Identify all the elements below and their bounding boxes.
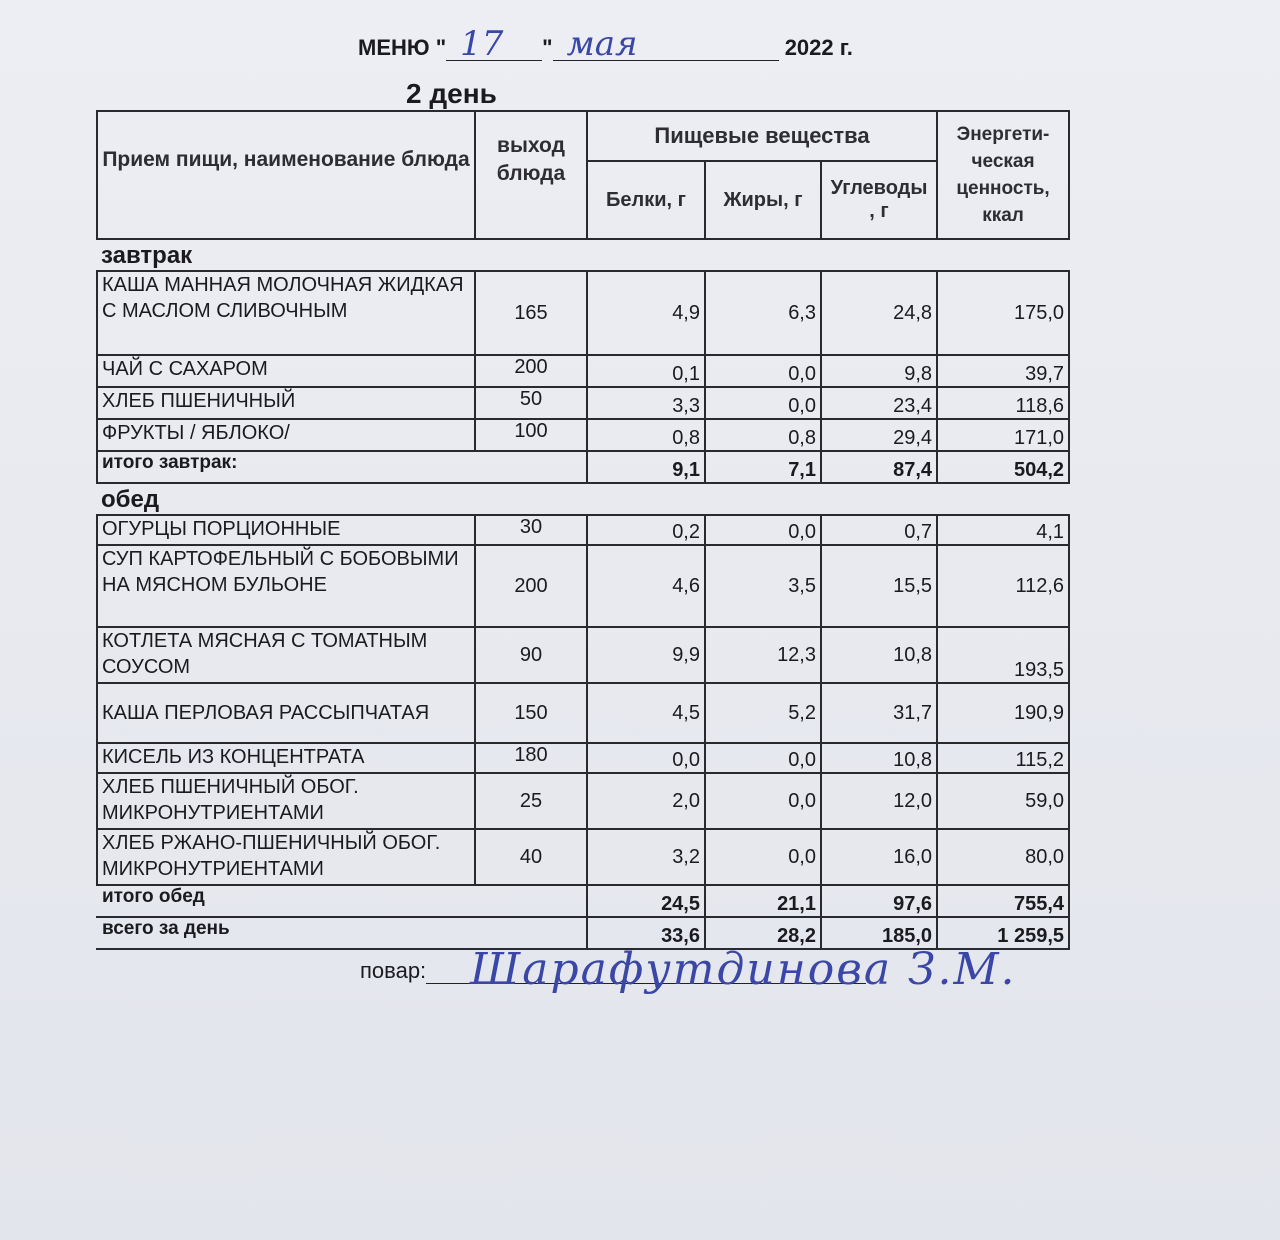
col-carbs-header: Углеводы , г xyxy=(821,161,937,239)
dish-output: 200 xyxy=(475,355,587,387)
dish-fat: 5,2 xyxy=(705,683,821,743)
dish-output: 165 xyxy=(475,271,587,355)
dish-output: 40 xyxy=(475,829,587,885)
dish-energy: 193,5 xyxy=(937,627,1069,683)
handwritten-day: 17 xyxy=(460,24,504,64)
table-row xyxy=(97,387,1069,419)
total-fat: 21,1 xyxy=(705,885,821,917)
total-energy: 504,2 xyxy=(937,451,1069,483)
day-total-protein: 33,6 xyxy=(587,917,705,949)
cook-label: повар: xyxy=(360,958,427,983)
col-fat-header: Жиры, г xyxy=(705,161,821,239)
dish-energy: 175,0 xyxy=(937,271,1069,355)
dish-energy: 4,1 xyxy=(937,515,1069,545)
lunch-total-row xyxy=(97,885,1069,917)
dish-energy: 190,9 xyxy=(937,683,1069,743)
table-row xyxy=(97,419,1069,451)
table-row xyxy=(97,829,1069,885)
day-total-energy: 1 259,5 xyxy=(937,917,1069,949)
dish-name: ХЛЕБ ПШЕНИЧНЫЙ xyxy=(97,387,475,419)
dish-carbs: 15,5 xyxy=(821,545,937,627)
total-carbs: 87,4 xyxy=(821,451,937,483)
table-row xyxy=(97,743,1069,773)
dish-name: ХЛЕБ РЖАНО-ПШЕНИЧНЫЙ ОБОГ. МИКРОНУТРИЕНТАМИ xyxy=(97,829,475,885)
dish-output: 200 xyxy=(475,545,587,627)
dish-carbs: 10,8 xyxy=(821,743,937,773)
dish-fat: 0,0 xyxy=(705,829,821,885)
day-total-fat: 28,2 xyxy=(705,917,821,949)
dish-protein: 4,9 xyxy=(587,271,705,355)
handwritten-month: мая xyxy=(566,24,638,64)
month-blank xyxy=(553,24,779,64)
dish-output: 100 xyxy=(475,419,587,451)
day-blank xyxy=(446,24,542,64)
dish-name: СУП КАРТОФЕЛЬНЫЙ С БОБОВЫМИ НА МЯСНОМ БУЛЬОНЕ xyxy=(97,545,475,627)
dish-fat: 0,8 xyxy=(705,419,821,451)
col-energy-header: Энергети- ческая ценность, ккал xyxy=(937,111,1069,239)
total-protein: 9,1 xyxy=(587,451,705,483)
dish-name: ФРУКТЫ / ЯБЛОКО/ xyxy=(97,419,475,451)
table-row xyxy=(97,683,1069,743)
day-number: 2 день xyxy=(406,78,497,109)
dish-energy: 171,0 xyxy=(937,419,1069,451)
dish-fat: 6,3 xyxy=(705,271,821,355)
dish-name: КИСЕЛЬ ИЗ КОНЦЕНТРАТА xyxy=(97,743,475,773)
total-label: итого обед xyxy=(97,885,587,917)
dish-protein: 2,0 xyxy=(587,773,705,829)
col-nutrients-header: Пищевые вещества xyxy=(587,111,937,161)
dish-carbs: 10,8 xyxy=(821,627,937,683)
section-breakfast xyxy=(97,239,1069,271)
dish-energy: 80,0 xyxy=(937,829,1069,885)
quote-mark: " xyxy=(542,35,553,60)
dish-fat: 0,0 xyxy=(705,387,821,419)
total-label: итого завтрак: xyxy=(97,451,587,483)
dish-protein: 3,2 xyxy=(587,829,705,885)
dish-protein: 0,1 xyxy=(587,355,705,387)
dish-fat: 0,0 xyxy=(705,743,821,773)
dish-protein: 3,3 xyxy=(587,387,705,419)
section-title: завтрак xyxy=(97,239,1069,271)
dish-name: ЧАЙ С САХАРОМ xyxy=(97,355,475,387)
day-total-label: всего за день xyxy=(97,917,587,949)
dish-energy: 59,0 xyxy=(937,773,1069,829)
dish-name: ХЛЕБ ПШЕНИЧНЫЙ ОБОГ. МИКРОНУТРИЕНТАМИ xyxy=(97,773,475,829)
dish-name: ОГУРЦЫ ПОРЦИОННЫЕ xyxy=(97,515,475,545)
col-protein-header: Белки, г xyxy=(587,161,705,239)
dish-output: 50 xyxy=(475,387,587,419)
total-carbs: 97,6 xyxy=(821,885,937,917)
table-row xyxy=(97,355,1069,387)
dish-output: 90 xyxy=(475,627,587,683)
dish-protein: 0,8 xyxy=(587,419,705,451)
col-output-header: выход блюда xyxy=(475,111,587,239)
day-total-carbs: 185,0 xyxy=(821,917,937,949)
menu-table xyxy=(96,110,1070,950)
dish-output: 25 xyxy=(475,773,587,829)
dish-carbs: 31,7 xyxy=(821,683,937,743)
dish-fat: 3,5 xyxy=(705,545,821,627)
dish-name: КОТЛЕТА МЯСНАЯ С ТОМАТНЫМ СОУСОМ xyxy=(97,627,475,683)
menu-title xyxy=(358,24,853,64)
dish-protein: 9,9 xyxy=(587,627,705,683)
table-row xyxy=(97,545,1069,627)
dish-output: 30 xyxy=(475,515,587,545)
dish-carbs: 24,8 xyxy=(821,271,937,355)
year-label: 2022 г. xyxy=(784,35,853,60)
dish-protein: 4,5 xyxy=(587,683,705,743)
total-energy: 755,4 xyxy=(937,885,1069,917)
dish-fat: 0,0 xyxy=(705,515,821,545)
dish-carbs: 12,0 xyxy=(821,773,937,829)
table-row xyxy=(97,515,1069,545)
dish-carbs: 0,7 xyxy=(821,515,937,545)
dish-protein: 0,2 xyxy=(587,515,705,545)
dish-energy: 112,6 xyxy=(937,545,1069,627)
dish-name: КАША ПЕРЛОВАЯ РАССЫПЧАТАЯ xyxy=(97,683,475,743)
dish-output: 180 xyxy=(475,743,587,773)
dish-energy: 118,6 xyxy=(937,387,1069,419)
table-row xyxy=(97,627,1069,683)
total-fat: 7,1 xyxy=(705,451,821,483)
cook-signature: Шарафутдинова З.М. xyxy=(470,944,1017,995)
dish-fat: 0,0 xyxy=(705,773,821,829)
col-meal-header: Прием пищи, наименование блюда xyxy=(97,111,475,239)
dish-fat: 0,0 xyxy=(705,355,821,387)
total-protein: 24,5 xyxy=(587,885,705,917)
dish-energy: 39,7 xyxy=(937,355,1069,387)
dish-protein: 0,0 xyxy=(587,743,705,773)
dish-output: 150 xyxy=(475,683,587,743)
dish-carbs: 23,4 xyxy=(821,387,937,419)
dish-fat: 12,3 xyxy=(705,627,821,683)
breakfast-total-row xyxy=(97,451,1069,483)
table-row xyxy=(97,773,1069,829)
dish-carbs: 9,8 xyxy=(821,355,937,387)
dish-name: КАША МАННАЯ МОЛОЧНАЯ ЖИДКАЯ С МАСЛОМ СЛИВОЧНЫМ xyxy=(97,271,475,355)
dish-carbs: 29,4 xyxy=(821,419,937,451)
menu-label: МЕНЮ " xyxy=(358,35,447,60)
section-title: обед xyxy=(97,483,1069,515)
dish-carbs: 16,0 xyxy=(821,829,937,885)
dish-protein: 4,6 xyxy=(587,545,705,627)
section-lunch xyxy=(97,483,1069,515)
dish-energy: 115,2 xyxy=(937,743,1069,773)
table-row xyxy=(97,271,1069,355)
